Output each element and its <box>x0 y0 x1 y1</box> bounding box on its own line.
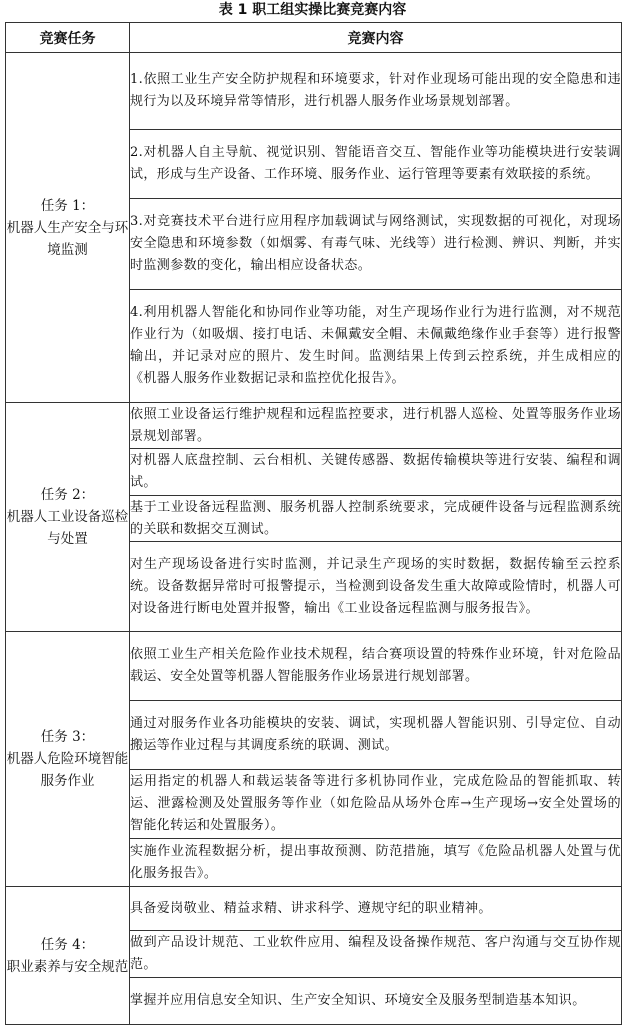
task-cell-3 <box>6 632 130 887</box>
content-cell: 1.依照工业生产安全防护规程和环境要求，针对作业现场可能出现的安全隐患和违规行为以及环境异常等情形，进行机器人服务作业场景规划部署。 <box>130 53 622 130</box>
content-cell: 2.对机器人自主导航、视觉识别、智能语音交互、智能作业等功能模块进行安装调试，形成与生产设备、工作环境、服务作业、运行管理等要素有效联接的系统。 <box>130 130 622 199</box>
content-cell: 4.利用机器人智能化和协同作业等功能，对生产现场作业行为进行监测，对不规范作业行为（如吸烟、接打电话、未佩戴安全帽、未佩戴绝缘作业手套等）进行报警输出，并记录对应的照片、发生时间。监测结果上传到云控系统，并生成相应的《机器人服务作业数据记录和监控优化报告》。 <box>130 290 622 403</box>
content-cell: 通过对服务作业各功能模块的安装、调试，实现机器人智能识别、引导定位、自动搬运等作业过程与其调度系统的联调、测试。 <box>130 701 622 770</box>
header-task: 竞赛任务 <box>6 23 130 53</box>
content-cell: 对机器人底盘控制、云台相机、关键传感器、数据传输模块等进行安装、编程和调试。 <box>130 449 622 496</box>
task-label: 任务 3： <box>40 729 95 745</box>
task-name: 机器人工业设备巡检与处置 <box>6 509 129 547</box>
content-cell: 掌握并应用信息安全知识、生产安全知识、环境安全及服务型制造基本知识。 <box>130 978 622 1025</box>
content-cell: 运用指定的机器人和载运装备等进行多机协同作业，完成危险品的智能抓取、转运、泄露检测及处置服务等作业（如危险品从场外仓库→生产现场→安全处置场的智能化转运和处置服务）。 <box>130 770 622 839</box>
table-caption: 表 1 职工组实操比赛竞赛内容 <box>218 2 407 18</box>
content-cell: 基于工业设备远程监测、服务机器人控制系统要求，完成硬件设备与远程监测系统的关联和数据交互测试。 <box>130 496 622 542</box>
content-cell: 具备爱岗敬业、精益求精、讲求科学、遵规守纪的职业精神。 <box>130 887 622 931</box>
task-label: 任务 2： <box>40 487 95 503</box>
content-cell: 依照工业生产相关危险作业技术规程，结合赛项设置的特殊作业环境，针对危险品载运、安全处置等机器人智能服务作业场景进行规划部署。 <box>130 632 622 701</box>
content-cell: 实施作业流程数据分析，提出事故预测、防范措施，填写《危险品机器人处置与优化服务报告》。 <box>130 839 622 887</box>
contest-content-table <box>5 22 622 1025</box>
task-name: 机器人生产安全与环境监测 <box>6 219 129 258</box>
content-cell: 3.对竞赛技术平台进行应用程序加载调试与网络测试，实现数据的可视化，对现场安全隐患和环境参数（如烟雾、有毒气味、光线等）进行检测、辨识、判断，并实时监测参数的变化，输出相应设备状态。 <box>130 199 622 290</box>
task-cell-4 <box>6 887 130 1025</box>
task-name: 职业素养与安全规范 <box>6 958 129 975</box>
table-row <box>6 887 622 931</box>
content-cell: 依照工业设备运行维护规程和远程监控要求，进行机器人巡检、处置等服务作业场景规划部署。 <box>130 403 622 449</box>
task-cell-2 <box>6 403 130 632</box>
content-cell: 做到产品设计规范、工业软件应用、编程及设备操作规范、客户沟通与交互协作规范。 <box>130 931 622 978</box>
header-content: 竞赛内容 <box>130 23 622 53</box>
table-row <box>6 403 622 449</box>
task-name: 机器人危险环境智能服务作业 <box>6 751 129 789</box>
table-header-row <box>6 23 622 53</box>
table-row <box>6 632 622 701</box>
task-label: 任务 4： <box>40 936 95 953</box>
content-cell: 对生产现场设备进行实时监测，并记录生产现场的实时数据，数据传输至云控系统。设备数据异常时可报警提示，当检测到设备发生重大故障或险情时，机器人可对设备进行断电处置并报警，输出《工业设备远程监测与服务报告》。 <box>130 542 622 632</box>
table-row <box>6 53 622 130</box>
task-label: 任务 1： <box>40 197 95 214</box>
task-cell-1 <box>6 53 130 403</box>
